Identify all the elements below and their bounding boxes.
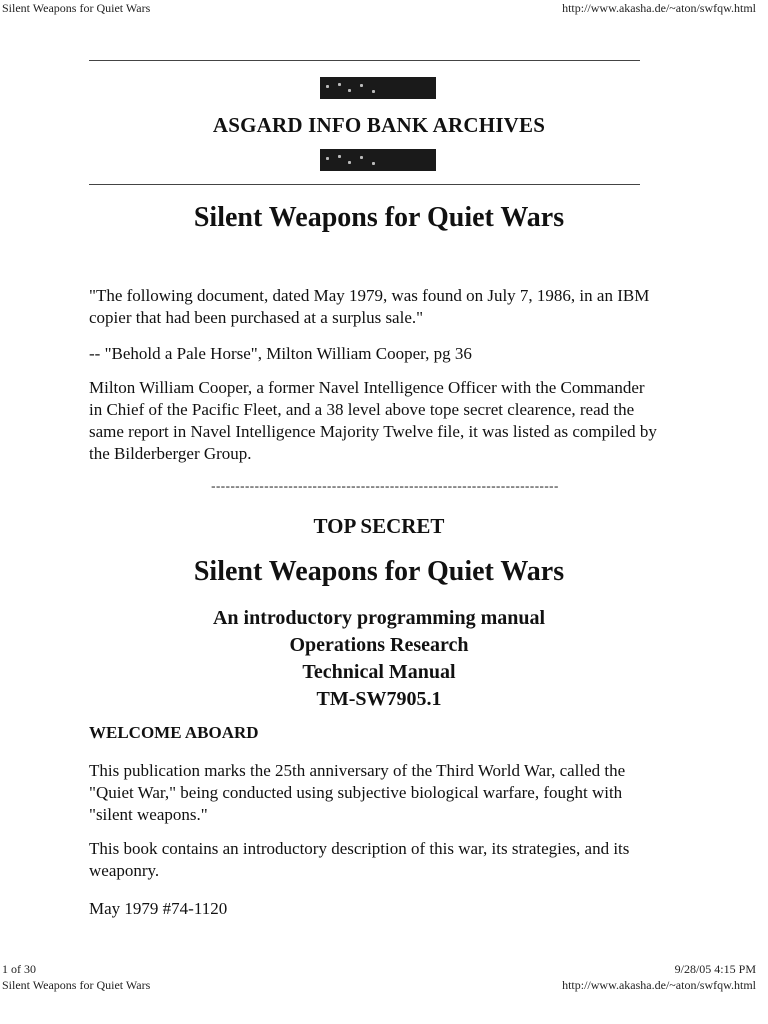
dashed-separator: ------------------------------------------------------------------------ [211, 478, 559, 493]
intro-quote: "The following document, dated May 1979, was found on July 7, 1986, in an IBM copier that had been purchased at a surplus sale." [89, 286, 650, 327]
print-header [0, 1, 768, 16]
subtitle-line: TM-SW7905.1 [316, 688, 442, 710]
header-url: http://www.akasha.de/~aton/swfqw.html [562, 1, 756, 15]
header-title: Silent Weapons for Quiet Wars [2, 1, 151, 15]
footer-page-number: 1 of 30 [2, 962, 36, 976]
subtitle-line: Technical Manual [302, 661, 456, 683]
section-heading: WELCOME ABOARD [89, 723, 259, 742]
paragraph: This publication marks the 25th anniversary of the Third World War, called the "Quiet War," being conducted using subjective biological warfare, fought with "silent weapons." [89, 761, 626, 824]
subtitle-line: An introductory programming manual [212, 607, 546, 629]
paragraph: This book contains an introductory description of this war, its strategies, and its weaponry. [89, 839, 630, 880]
print-footer-top [0, 962, 768, 977]
intro-source: -- "Behold a Pale Horse", Milton William Cooper, pg 36 [89, 344, 472, 363]
document-title: Silent Weapons for Quiet Wars [193, 556, 565, 587]
subtitle-line: Operations Research [289, 634, 469, 656]
main-title: Silent Weapons for Quiet Wars [193, 202, 565, 233]
footer-url: http://www.akasha.de/~aton/swfqw.html [562, 978, 756, 992]
archive-banner-image-top [320, 77, 436, 99]
bottom-divider [89, 184, 640, 185]
intro-paragraph: Milton William Cooper, a former Navel Intelligence Officer with the Commander in Chief of the Pacific Fleet, and a 38 level above tope secret clearence, read the same report in Navel Intelligence Majority Twelve file, it was listed as compiled by the Bilderberger Group. [89, 378, 657, 463]
subtitle-block [89, 605, 669, 713]
date-reference: May 1979 #74-1120 [89, 899, 228, 918]
archive-title: ASGARD INFO BANK ARCHIVES [212, 113, 546, 137]
top-divider [89, 60, 640, 61]
print-footer-bottom [0, 978, 768, 993]
footer-datetime: 9/28/05 4:15 PM [674, 962, 756, 976]
classification-heading: TOP SECRET [313, 514, 445, 538]
archive-banner-image-bottom [320, 149, 436, 171]
footer-title: Silent Weapons for Quiet Wars [2, 978, 151, 992]
